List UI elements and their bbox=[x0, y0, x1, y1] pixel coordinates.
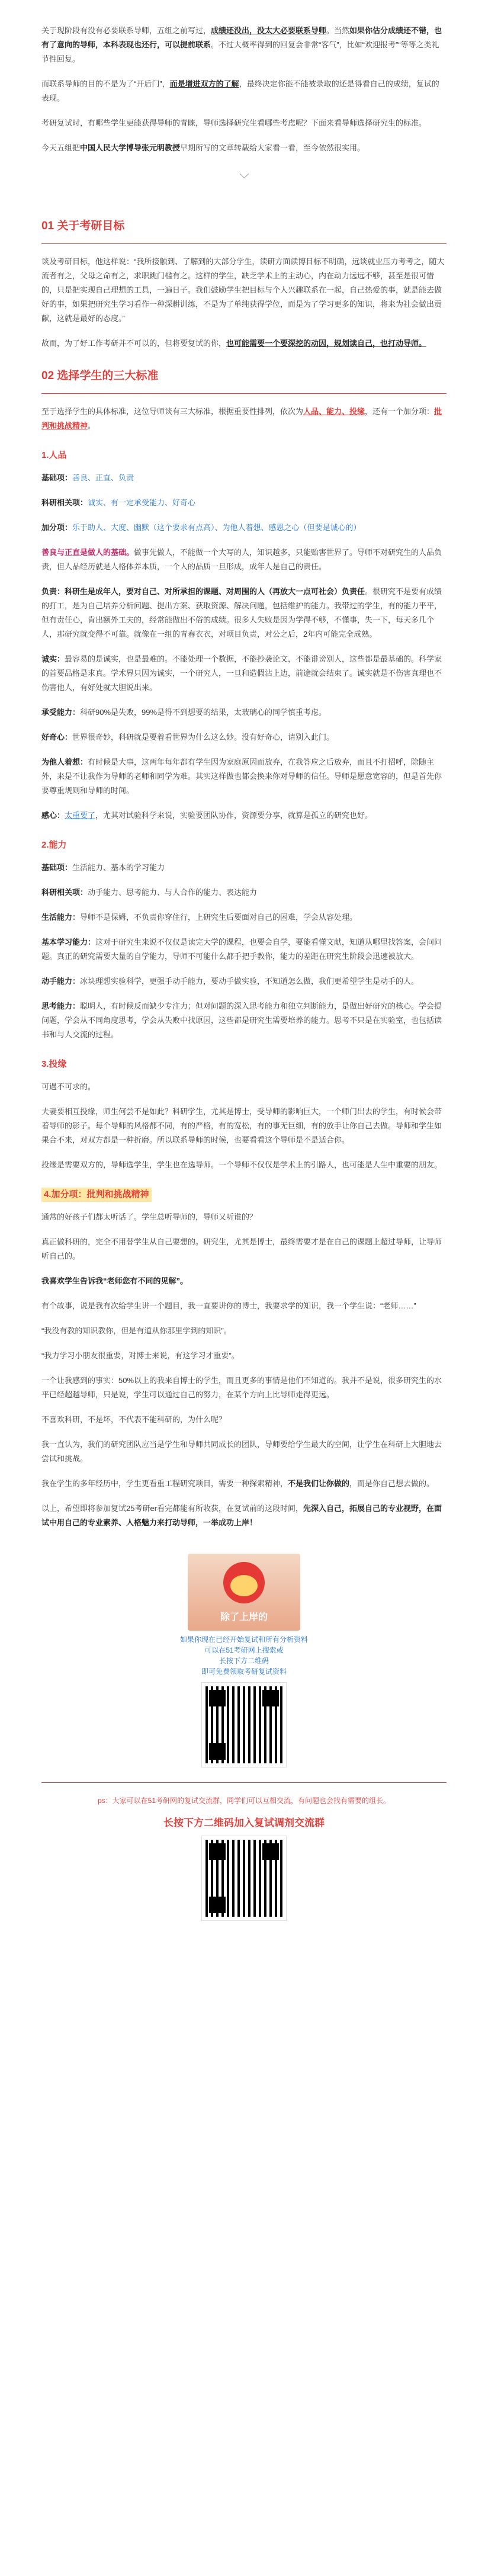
text: 而联系导师的目的不是为了“开后门”， bbox=[41, 79, 170, 88]
text: 有时候是大事，这两年每年都有学生因为家庭原因而放弃，在我答应之后放弃，而且不打招呼，除随主外，来是不让我作为导师的老师和同学为难。其实这样做也都会换来你对导师的信任。导师是愿意宽容的，但是首先你要尊重规则和导师的时间。 bbox=[41, 758, 442, 795]
closing-paragraph bbox=[41, 1502, 447, 1530]
promo-line: 长按下方二维码 bbox=[219, 1657, 269, 1665]
chevron-down-icon bbox=[239, 169, 249, 179]
text: 。 bbox=[88, 421, 96, 430]
item-label: 加分项： bbox=[41, 523, 73, 532]
text: 这对于研究生来说不仅仅是读完大学的课程，也要会自学，要能看懂文献，知道从哪里找答案，会问问题。真正的研究需要大量的自学能力，导师不可能什么都手把手教你，能力的差距在研究生阶段会迅速被放大。 bbox=[41, 938, 442, 961]
item-label: 科研相关项： bbox=[41, 888, 88, 897]
article-body bbox=[41, 24, 447, 1926]
divider bbox=[41, 1782, 447, 1783]
text-emphasis: 太重要了 bbox=[65, 811, 96, 820]
paragraph: “我力学习小朋友很重要，对博士来说，有这学习才重要”。 bbox=[41, 1351, 239, 1360]
text: 。当然 bbox=[326, 26, 350, 35]
mascot-face-icon bbox=[230, 1575, 258, 1596]
text-emphasis: 中国人民大学博导张元明教授 bbox=[80, 143, 181, 152]
promo-line: 如果你现在已经开始复试和所有分析资料 bbox=[179, 1635, 308, 1644]
item-value: 生活能力、基本的学习能力 bbox=[72, 863, 165, 872]
section-rule bbox=[41, 393, 447, 394]
paragraph bbox=[41, 974, 447, 989]
text: 早期所写的文章转载给大家看一看，至今依然很实用。 bbox=[180, 143, 365, 152]
item-value: 乐于助人、大度、幽默（这个要求有点高）、为他人着想、感恩之心（但要是诚心的） bbox=[72, 523, 361, 532]
paragraph: 真正做科研的，完全不用替学生从自己要想的。研究生，尤其是博士，最终需要才是在自己的课题上超过导师，让导师听自己的。 bbox=[41, 1237, 442, 1260]
text: ，还有一个加分项： bbox=[365, 407, 435, 416]
item-value: 善良、正直、负责 bbox=[72, 473, 134, 482]
list-item bbox=[41, 521, 447, 535]
promo-text bbox=[41, 1634, 447, 1677]
text: 最容易的是诚实，也是最难的。不能处理一个数据，不能抄袭论文，不能诽谤别人，这些都是最基础的。科学家的首要品格是求真。学术界只因为诚实，一个研究人，一旦和造假沾上边，前途就会结束了。诚实就是不伤害真理也不伤害他人，有好处就大胆说出来。 bbox=[41, 655, 442, 692]
section-divider bbox=[41, 171, 447, 177]
footer-note: ps：大家可以在51考研网的复试交流群，同学们可以互相交流，有问题也会找有需要的组长。 bbox=[97, 1797, 391, 1805]
paragraph: 投缘是需要双方的，导师选学生，学生也在选导师。一个导师不仅仅是学术上的引路人，也可能是人生中重要的朋友。 bbox=[41, 1160, 442, 1169]
item-label: 为他人着想： bbox=[41, 758, 88, 766]
item-label: 基础项： bbox=[41, 473, 73, 482]
promo-block bbox=[41, 1554, 447, 1767]
paragraph bbox=[41, 730, 447, 745]
paragraph: 不喜欢科研，不是坏，不代表不能科研的，为什么呢？ bbox=[41, 1415, 227, 1424]
text-emphasis: 科研生是成年人，要对自己、对所承担的课题、对周围的人（再放大一点可社会）负责任 bbox=[65, 587, 365, 596]
text-emphasis: 不是我们让你做的 bbox=[288, 1479, 350, 1488]
section-title: 01 关于考研目标 bbox=[41, 220, 125, 232]
paragraph bbox=[41, 910, 447, 925]
text: 聪明人，有时候反而缺少专注力；但对问题的深入思考能力和独立判断能力，是做出好研究的核心。学会提问题，学会从不同角度思考，学会从失败中找原因，这些都是研究生需要培养的能力。思考不只是在实验室，也包括读书和与人交流的过程。 bbox=[41, 1002, 442, 1039]
intro-paragraph-4 bbox=[41, 141, 447, 155]
quote: 我喜欢学生告诉我“老师您有不同的见解”。 bbox=[41, 1276, 188, 1285]
paragraph bbox=[41, 652, 447, 695]
text-emphasis: 先深入自己，拓展自己的专业视野，在面试中用自己的专业素养、人格魅力来打动导师，一举成功上岸！ bbox=[41, 1504, 442, 1527]
item-label: 承受能力： bbox=[41, 708, 81, 717]
item-value: 诚实、有一定承受能力、好奇心 bbox=[88, 498, 196, 507]
intro-paragraph-3: 考研复试时，有哪些学生更能获得导师的青睐，导师选择研究生看哪些考虑呢？下面来看导师选择研究生的标准。 bbox=[41, 118, 427, 127]
section-rule bbox=[41, 243, 447, 244]
text: 导师不是保姆，不负责你穿住行，上研究生后要面对自己的困难，学会从容处理。 bbox=[80, 913, 358, 922]
paragraph bbox=[41, 999, 447, 1042]
paragraph bbox=[41, 755, 447, 798]
subsection-title: 2.能力 bbox=[41, 840, 67, 850]
bonus-item: 批判和挑战精神 bbox=[41, 407, 442, 430]
intro-paragraph-1 bbox=[41, 24, 447, 66]
criteria-list: 人品、能力、投缘 bbox=[303, 407, 365, 416]
text: 冰块理想实验科学，更强手动手能力，要动手做实验，不知道怎么做，我们更希望学生是动手的人。 bbox=[80, 977, 419, 986]
item-label: 感心： bbox=[41, 811, 65, 820]
section2-intro bbox=[41, 405, 447, 433]
promo-line: 可以在51考研网上搜索或 bbox=[204, 1646, 284, 1654]
paragraph: 我一直认为，我们的研究团队应当是学生和导师共同成长的团队，导师要给学生最大的空间，让学生在科研上大胆地去尝试和挑战。 bbox=[41, 1440, 442, 1463]
item-label: 动手能力： bbox=[41, 977, 81, 986]
item-label: 基本学习能力： bbox=[41, 938, 96, 947]
list-item bbox=[41, 886, 447, 900]
section-title: 02 选择学生的三大标准 bbox=[41, 370, 159, 382]
text: 科研90%是失败，99%是得不到想要的结果，太玻璃心的同学慎重考虑。 bbox=[80, 708, 327, 717]
paragraph: 一个让我感到的事实：50%以上的我来自博士的学生，而且更多的事情是他们不知道的。我并不是说，很多研究生的水平已经超越导师，只是说，学生可以通过自己的努力，在某个方向上比导师走得更远。 bbox=[41, 1376, 442, 1399]
item-label: 诚实： bbox=[41, 655, 65, 663]
subsection-title: 1.人品 bbox=[41, 450, 67, 460]
subsection-title: 3.投缘 bbox=[41, 1059, 67, 1069]
paragraph: 通常的好孩子们都太听话了。学生总听导师的，导师又听谁的？ bbox=[41, 1212, 258, 1221]
list-item bbox=[41, 471, 447, 485]
text: 以上，希望即将参加复试25考研er看完都能有所收获，在复试前的这段时间， bbox=[41, 1504, 304, 1513]
paragraph bbox=[41, 809, 447, 823]
item-label: 思考能力： bbox=[41, 1002, 81, 1010]
text-emphasis: 善良与正直是做人的基础。 bbox=[41, 548, 134, 557]
item-label: 科研相关项： bbox=[41, 498, 88, 507]
paragraph: 夫妻要相互投缘，师生何尝不是如此？科研学生，尤其是博士，受导师的影响巨大，一个师门出去的学生，有时候会带着导师的影子。每个导师的风格都不同，有的严格，有的宽松，有的事无巨细，有的放手让你自己去做。导师和学生如果合不来，对双方都是一种折磨。所以联系导师的时候，也要看看这个导师是不是适合你。 bbox=[41, 1107, 442, 1144]
qr-code-icon[interactable] bbox=[202, 1683, 286, 1767]
text: ，最终决定你能不能被录取的还是得看自己的成绩，复试的表现。 bbox=[41, 79, 439, 102]
text: 我在学生的多年经历中，学生更看重工程研究项目，需要一种探索精神， bbox=[41, 1479, 288, 1488]
paragraph bbox=[41, 705, 447, 720]
paragraph: 可遇不可求的。 bbox=[41, 1082, 96, 1091]
qr-code-icon[interactable] bbox=[202, 1836, 286, 1920]
text: 做事先做人，不能做一个大写的人，知识越多，只能贻害世界了。导师不对研究生的人品负责，但人品经历就是人格体养本质，一个人的品质一旦形成，成年人是自己的责任。 bbox=[41, 548, 442, 571]
paragraph: 有个故事，说是我有次给学生讲一个题目，我一直要讲你的博士，我要求学的知识，我一个学生说：“老师……” bbox=[41, 1301, 416, 1310]
paragraph bbox=[41, 585, 447, 641]
item-label: 生活能力： bbox=[41, 913, 81, 922]
text: ，尤其对试验科学来说，实验要团队协作，资源要分享，就算是孤立的研究也好。 bbox=[95, 811, 373, 820]
item-label: 好奇心： bbox=[41, 733, 73, 742]
text: 世界很奇妙，科研就是要着看世界为什么这么妙。没有好奇心，请别入此门。 bbox=[72, 733, 335, 742]
promo-caption: 除了上岸的 bbox=[220, 1612, 268, 1622]
list-item bbox=[41, 496, 447, 510]
promo-image bbox=[188, 1554, 300, 1631]
item-label: 负责： bbox=[41, 587, 65, 596]
footer-cta: 长按下方二维码加入复试调剂交流群 bbox=[163, 1817, 325, 1828]
text: 至于选择学生的具体标准，这位导师谈有三大标准，根据重要性排列，依次为 bbox=[41, 407, 304, 416]
list-item bbox=[41, 861, 447, 875]
paragraph: “我没有教的知识教你，但是有道从你那里学到的知识”。 bbox=[41, 1326, 232, 1335]
text: 故而，为了好工作考研并不可以的，但将要复试的你， bbox=[41, 339, 227, 348]
item-label: 基础项： bbox=[41, 863, 73, 872]
text-emphasis: 如果你估分成绩还不错，也有了意向的导师，本科表现也还行，可以提前联系 bbox=[41, 26, 442, 49]
text: ，而是你自己想去做的。 bbox=[349, 1479, 435, 1488]
subsection-title bbox=[41, 1188, 447, 1202]
text: 。不过大概率得到的回复会非常“客气”，比如“欢迎报考”“等等之类礼节性回复。 bbox=[41, 40, 439, 63]
text: 。很研究不是要有成绩的打工，是为自己培养分析问题、提出方案、获取资源、解决问题，包括维护的能力。我带过的学生，有的能力平平，但有责任心，肯出额外工夫的，经常能做出不俗的成绩。很多人失败是因为学得不够，不懂事，失一下，每天多几个人，那研究就变得不可靠。就像在一组的青春衣衣，对项目负责，对公之后，2年内可能完全成熟。 bbox=[41, 587, 442, 639]
highlighted-title: 4.加分项：批判和挑战精神 bbox=[41, 1188, 152, 1202]
text: 今天五组把 bbox=[41, 143, 81, 152]
section1-paragraph-1: 谈及考研目标，他这样说：“我所接触到、了解到的大部分学生，读研方面读博目标不明确，远谈就业压力考考之，随大流者有之，父母之命有之，求职跳门槛有之。这样的学生，缺乏学术上的主动心，内在动力远远不够，甚至是很可惜的，只是把实现自己理想的工具，一遍日子。我们鼓励学生把目标与个人兴趣联系在一起，自己热爱的事，就是能去做好的事，如果把研究生学习看作一种深耕训练，不是为了单纯获得学位，而是为了学习更多的知识，将来为社会做出贡献，这就是最好的态度。” bbox=[41, 257, 445, 323]
text-emphasis: 而是增进双方的了解 bbox=[169, 79, 239, 88]
section1-paragraph-2 bbox=[41, 336, 447, 351]
text: 关于现阶段有没有必要联系导师，五组之前写过， bbox=[41, 26, 211, 35]
paragraph bbox=[41, 1477, 447, 1491]
text-emphasis: 也可能需要一个要深挖的动因，规划读自己，也打动导师。 bbox=[226, 339, 427, 348]
paragraph bbox=[41, 935, 447, 964]
item-value: 动手能力、思考能力、与人合作的能力、表达能力 bbox=[88, 888, 258, 897]
intro-paragraph-2 bbox=[41, 77, 447, 105]
promo-line: 即可免费领取考研复试资料 bbox=[201, 1667, 287, 1676]
text-emphasis: 成绩还没出，没太大必要联系导师 bbox=[211, 26, 327, 35]
paragraph bbox=[41, 546, 447, 574]
